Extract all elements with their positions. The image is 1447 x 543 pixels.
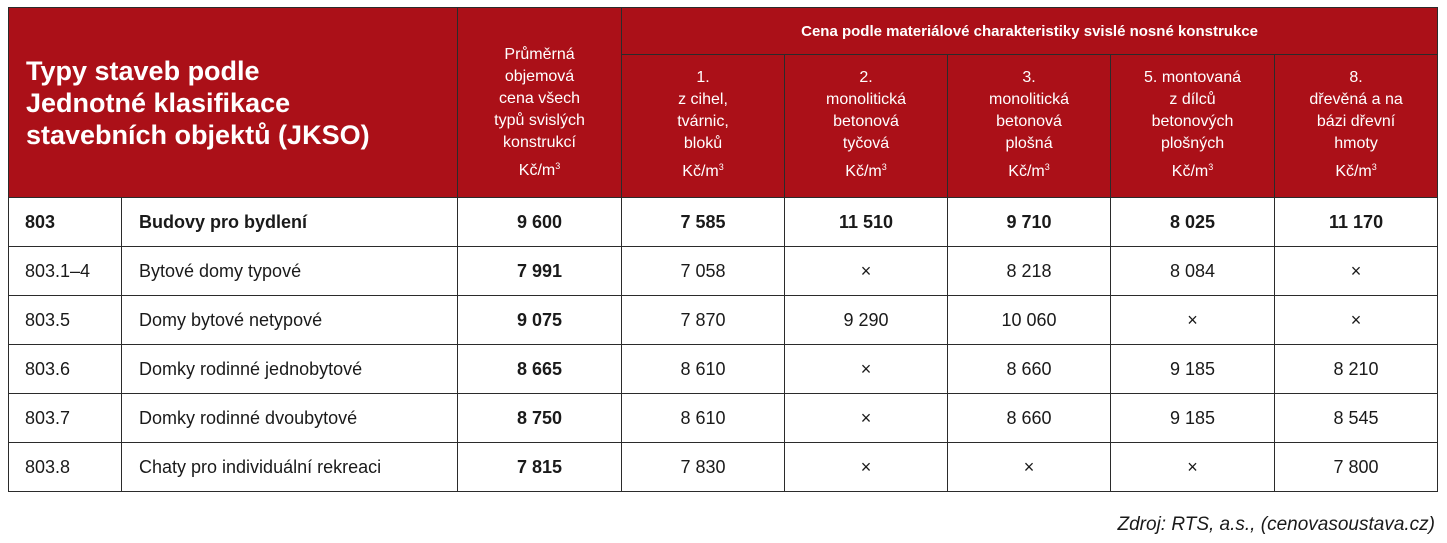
row-avg-price: 7 815 [458, 443, 622, 492]
col-header-material-8: 8. dřevěná a na bázi dřevní hmoty $Kč/m^3$ [1275, 55, 1438, 198]
unit-label: $Kč/m^3$ [1335, 162, 1377, 180]
row-name: Bytové domy typové [122, 247, 458, 296]
row-avg-price: 7 991 [458, 247, 622, 296]
price-table [8, 7, 1438, 492]
row-value: 8 545 [1275, 394, 1438, 443]
row-value: 9 290 [785, 296, 948, 345]
row-avg-price: 9 600 [458, 198, 622, 247]
table-row [9, 198, 1438, 247]
row-avg-price: 8 665 [458, 345, 622, 394]
row-value: 9 710 [948, 198, 1111, 247]
unit-label: $Kč/m^3$ [1008, 162, 1050, 180]
table-title: Typy staveb podle Jednotné klasifikace stavebních objektů (JKSO) [9, 8, 458, 198]
row-name: Domky rodinné dvoubytové [122, 394, 458, 443]
row-name: Chaty pro individuální rekreaci [122, 443, 458, 492]
col-header-material-3: 3. monolitická betonová plošná $Kč/m^3$ [948, 55, 1111, 198]
row-name: Domy bytové netypové [122, 296, 458, 345]
material-group-header: Cena podle materiálové charakteristiky svislé nosné konstrukce [622, 8, 1438, 55]
row-value: 10 060 [948, 296, 1111, 345]
row-value: × [785, 443, 948, 492]
row-avg-price: 9 075 [458, 296, 622, 345]
row-value: 8 660 [948, 394, 1111, 443]
table-row [9, 394, 1438, 443]
row-value: 7 800 [1275, 443, 1438, 492]
col-header-material-1: 1. z cihel, tvárnic, bloků $Kč/m^3$ [622, 55, 785, 198]
row-value: 8 218 [948, 247, 1111, 296]
row-value: 7 870 [622, 296, 785, 345]
unit-label: $Kč/m^3$ [845, 162, 887, 180]
table-row [9, 345, 1438, 394]
row-value: 7 585 [622, 198, 785, 247]
table-row [9, 247, 1438, 296]
row-value: 8 610 [622, 345, 785, 394]
row-name: Domky rodinné jednobytové [122, 345, 458, 394]
row-value: 9 185 [1111, 345, 1275, 394]
avg-price-label: Průměrná objemová cena všech typů svislých konstrukcí [494, 46, 585, 151]
row-value: × [1275, 247, 1438, 296]
row-code: 803.6 [9, 345, 122, 394]
row-code: 803.1–4 [9, 247, 122, 296]
avg-price-header [458, 8, 622, 198]
row-value: 9 185 [1111, 394, 1275, 443]
row-value: 7 830 [622, 443, 785, 492]
unit-label: $Kč/m^3$ [1171, 162, 1214, 180]
row-value: × [785, 394, 948, 443]
col-header-material-5: 5. montovaná z dílců betonových plošných $Kč/m^3$ [1111, 55, 1275, 198]
row-value: × [948, 443, 1111, 492]
table-row [9, 443, 1438, 492]
row-value: 8 025 [1111, 198, 1275, 247]
row-avg-price: 8 750 [458, 394, 622, 443]
row-value: 8 660 [948, 345, 1111, 394]
row-code: 803.8 [9, 443, 122, 492]
row-name: Budovy pro bydlení [122, 198, 458, 247]
row-value: × [1111, 296, 1275, 345]
unit-label: $Kč/m^3$ [518, 161, 561, 179]
source-note: Zdroj: RTS, a.s., (cenovasoustava.cz) [1117, 514, 1435, 535]
row-value: × [785, 247, 948, 296]
row-value: × [785, 345, 948, 394]
row-value: 8 610 [622, 394, 785, 443]
row-code: 803.7 [9, 394, 122, 443]
row-value: 7 058 [622, 247, 785, 296]
row-value: 8 210 [1275, 345, 1438, 394]
row-value: 11 170 [1275, 198, 1438, 247]
row-code: 803 [9, 198, 122, 247]
row-code: 803.5 [9, 296, 122, 345]
row-value: × [1111, 443, 1275, 492]
row-value: 11 510 [785, 198, 948, 247]
unit-label: $Kč/m^3$ [682, 162, 724, 180]
row-value: × [1275, 296, 1438, 345]
table-row [9, 296, 1438, 345]
col-header-material-2: 2. monolitická betonová tyčová $Kč/m^3$ [785, 55, 948, 198]
row-value: 8 084 [1111, 247, 1275, 296]
